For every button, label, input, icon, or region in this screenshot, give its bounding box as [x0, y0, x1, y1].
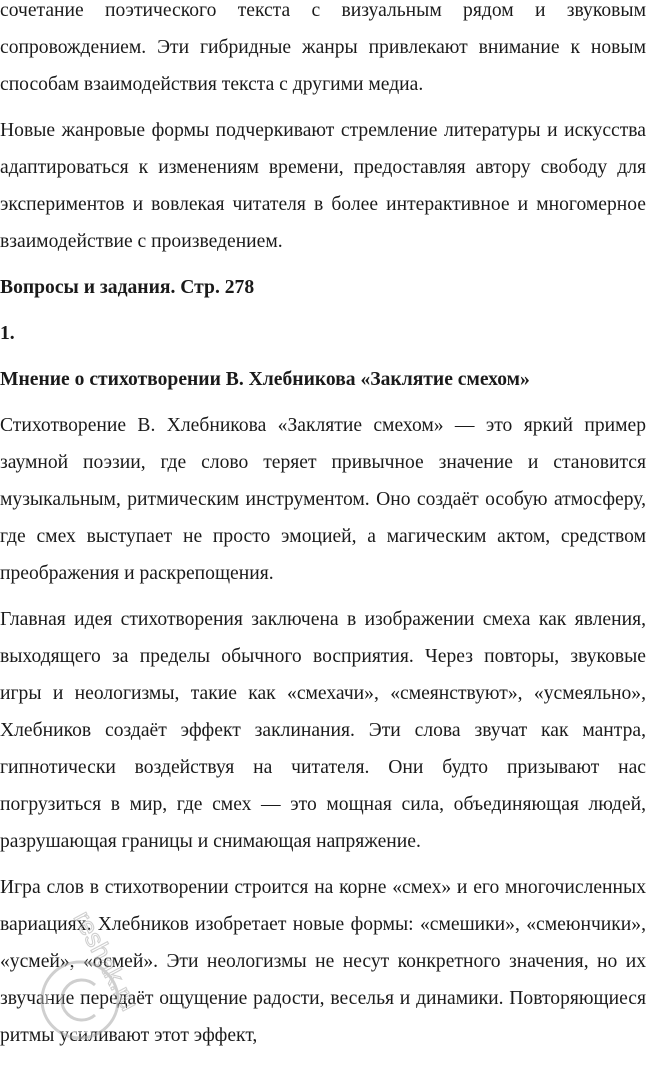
- paragraph-hybrid-genres: сочетание поэтического текста с визуальным рядом и звуковым сопровождением. Эти гибридные жанры привлекают внимание к новым способам взаимодействия текста с другими медиа.: [0, 0, 646, 95]
- paragraph-new-genre-forms: Новые жанровые формы подчеркивают стремление литературы и искусства адаптироваться к изменениям времени, предоставляя автору свободу для экспериментов и вовлекая читателя в более интерактивное и многомерное взаимодействие с произведением.: [0, 120, 646, 252]
- section-heading: Вопросы и задания. Стр. 278: [0, 277, 255, 298]
- paragraph-wordplay: Игра слов в стихотворении строится на корне «смех» и его многочисленных вариациях. Хлебников изобретает новые формы: «смешики», «смеюнчики», «усмей», «осмей». Эти неологизмы не несут конкретного значения, но их звучание передаёт ощущение радости, веселья и динамики. Повторяющиеся ритмы усиливают этот эффект,: [0, 877, 646, 1046]
- paragraph-main-idea: Главная идея стихотворения заключена в изображении смеха как явления, выходящего за пределы обычного восприятия. Через повторы, звуковые игры и неологизмы, такие как «смехачи», «смеянствуют», «усмеяльно», Хлебников создаёт эффект заклинания. Эти слова звучат как мантра, гипнотически воздействуя на читателя. Они будто призывают нас погрузиться в мир, где смех — это мощная сила, объединяющая людей, разрушающая границы и снимающая напряжение.: [0, 609, 646, 852]
- paragraph-intro: Стихотворение В. Хлебникова «Заклятие смехом» — это яркий пример заумной поэзии, где слово теряет привычное значение и становится музыкальным, ритмическим инструментом. Оно создаёт особую атмосферу, где смех выступает не просто эмоцией, а магическим актом, средством преображения и раскрепощения.: [0, 415, 646, 584]
- watermark-text: reshak.ru: [67, 905, 146, 1016]
- question-title: Мнение о стихотворении В. Хлебникова «Заклятие смехом»: [0, 369, 530, 390]
- question-number: 1.: [0, 323, 15, 344]
